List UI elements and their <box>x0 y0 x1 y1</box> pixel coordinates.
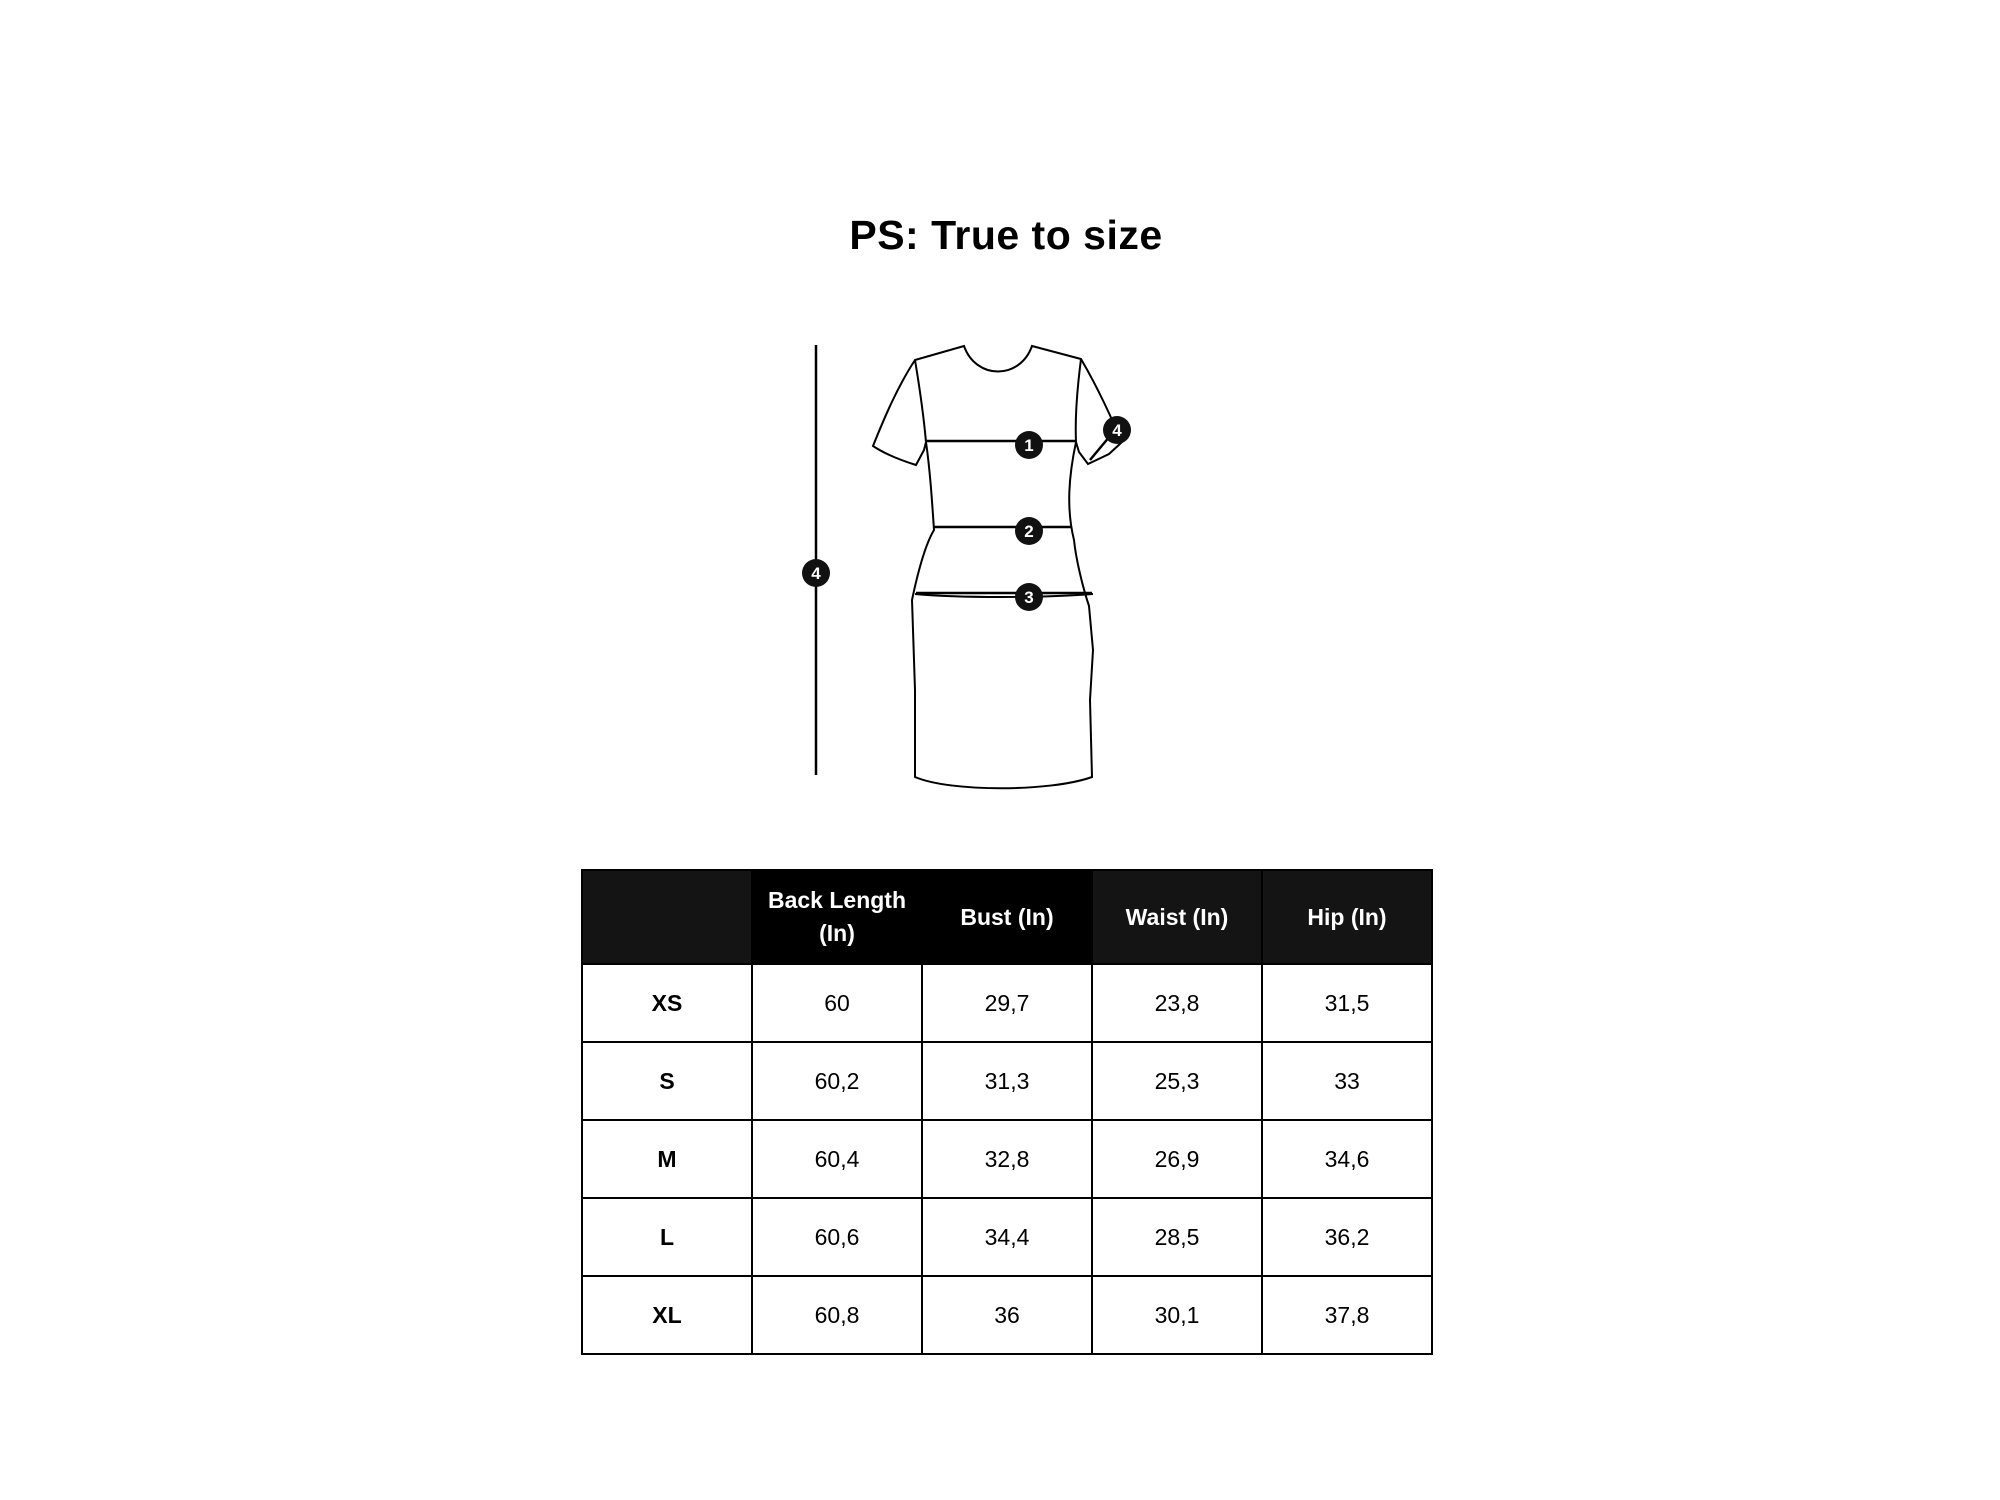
back-length-value: 60,6 <box>752 1198 922 1276</box>
header-size <box>582 870 752 964</box>
waist-value: 23,8 <box>1092 964 1262 1042</box>
back-length-value: 60,8 <box>752 1276 922 1354</box>
table-row <box>582 1276 1432 1354</box>
size-label: S <box>582 1042 752 1120</box>
header-back-length: Back Length (In) <box>752 870 922 964</box>
header-bust: Bust (In) <box>922 870 1092 964</box>
waist-value: 28,5 <box>1092 1198 1262 1276</box>
hip-value: 34,6 <box>1262 1120 1432 1198</box>
size-label: XS <box>582 964 752 1042</box>
marker-4-length <box>802 559 830 587</box>
table-row <box>582 1198 1432 1276</box>
header-hip: Hip (In) <box>1262 870 1432 964</box>
marker-2 <box>1015 517 1043 545</box>
waist-value: 30,1 <box>1092 1276 1262 1354</box>
hip-value: 36,2 <box>1262 1198 1432 1276</box>
marker-2-label: 2 <box>1024 522 1034 541</box>
hip-value: 31,5 <box>1262 964 1432 1042</box>
dress-outline-illustration <box>780 330 1180 790</box>
size-chart-table <box>581 869 1433 1355</box>
back-length-value: 60 <box>752 964 922 1042</box>
bust-value: 36 <box>922 1276 1092 1354</box>
bust-value: 34,4 <box>922 1198 1092 1276</box>
marker-4-length-label: 4 <box>811 564 821 583</box>
hip-value: 37,8 <box>1262 1276 1432 1354</box>
table-header-row <box>582 870 1432 964</box>
marker-4-sleeve <box>1103 416 1131 444</box>
marker-1 <box>1015 431 1043 459</box>
back-length-value: 60,2 <box>752 1042 922 1120</box>
waist-value: 25,3 <box>1092 1042 1262 1120</box>
table-row <box>582 964 1432 1042</box>
hip-value: 33 <box>1262 1042 1432 1120</box>
header-waist: Waist (In) <box>1092 870 1262 964</box>
size-label: XL <box>582 1276 752 1354</box>
table-row <box>582 1042 1432 1120</box>
bust-value: 29,7 <box>922 964 1092 1042</box>
dress-outline <box>873 346 1122 788</box>
size-label: M <box>582 1120 752 1198</box>
back-length-value: 60,4 <box>752 1120 922 1198</box>
marker-1-label: 1 <box>1024 436 1034 455</box>
table-row <box>582 1120 1432 1198</box>
marker-4-sleeve-label: 4 <box>1112 421 1122 440</box>
bust-value: 32,8 <box>922 1120 1092 1198</box>
bust-value: 31,3 <box>922 1042 1092 1120</box>
dress-measurement-diagram <box>780 330 1180 790</box>
marker-3-label: 3 <box>1024 588 1034 607</box>
marker-3 <box>1015 583 1043 611</box>
size-label: L <box>582 1198 752 1276</box>
page-title: PS: True to size <box>849 212 1163 258</box>
waist-value: 26,9 <box>1092 1120 1262 1198</box>
